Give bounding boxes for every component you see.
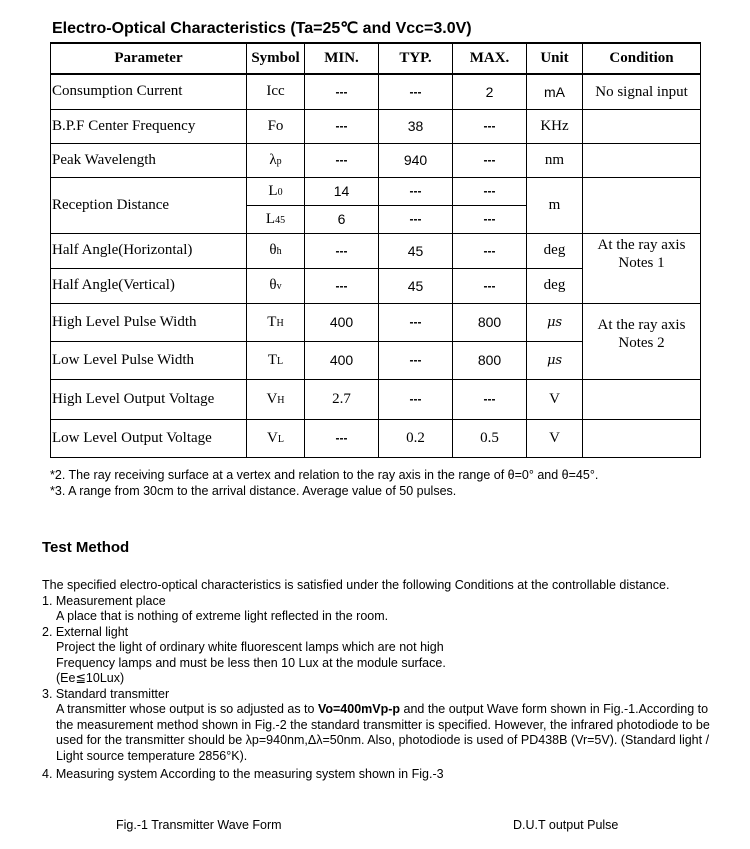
symbol-main: θ bbox=[269, 242, 277, 258]
footnote: *3. A range from 30cm to the arrival distance. Average value of 50 pulses. bbox=[50, 484, 457, 498]
condition-line: Notes 2 bbox=[618, 335, 665, 351]
header-max: MAX. bbox=[453, 43, 527, 74]
footnotes bbox=[50, 467, 598, 499]
symbol-sub: p bbox=[276, 155, 282, 167]
cell-condition bbox=[583, 303, 701, 379]
cell-unit: μs bbox=[527, 341, 583, 379]
table-row bbox=[51, 419, 701, 457]
header-parameter: Parameter bbox=[51, 43, 247, 74]
cell-max: --- bbox=[453, 109, 527, 143]
cell-min: 6 bbox=[305, 205, 379, 233]
cell-condition-empty bbox=[583, 419, 701, 457]
cell-parameter: Low Level Pulse Width bbox=[51, 341, 247, 379]
intro-paragraph: The specified electro-optical characteristics is satisfied under the following Conditions at the controllable distance. bbox=[42, 578, 670, 592]
condition-line: Notes 1 bbox=[618, 254, 665, 271]
header-unit: Unit bbox=[527, 43, 583, 74]
table-row bbox=[51, 177, 701, 205]
cell-condition-empty bbox=[583, 143, 701, 177]
cell-min: 2.7 bbox=[305, 379, 379, 419]
item-title: 4. Measuring system According to the measuring system shown in Fig.-3 bbox=[42, 767, 444, 781]
table-row bbox=[51, 143, 701, 177]
cell-min: 400 bbox=[305, 303, 379, 341]
footnote: *2. The ray receiving surface at a vertex and relation to the ray axis in the range of θ=0° and θ=45°. bbox=[50, 468, 599, 482]
cell-unit: V bbox=[527, 379, 583, 419]
cell-max: --- bbox=[453, 177, 527, 205]
cell-unit: nm bbox=[527, 143, 583, 177]
symbol-main: T bbox=[267, 351, 278, 368]
header-condition: Condition bbox=[583, 43, 701, 74]
cell-unit: mA bbox=[527, 74, 583, 109]
cell-condition-empty bbox=[583, 379, 701, 419]
symbol-sub: v bbox=[276, 281, 282, 292]
item-title: 3. Standard transmitter bbox=[42, 686, 170, 701]
item-text bbox=[42, 702, 722, 764]
cell-max: 0.5 bbox=[453, 419, 527, 457]
cell-parameter: Low Level Output Voltage bbox=[51, 419, 247, 457]
symbol-sub: L bbox=[277, 355, 284, 367]
cell-condition bbox=[583, 233, 701, 303]
item-text-bold: Vo=400mVp-p bbox=[317, 702, 401, 716]
cell-typ: 45 bbox=[379, 268, 453, 303]
table-row bbox=[51, 109, 701, 143]
cell-symbol bbox=[247, 379, 305, 419]
cell-symbol: Fo bbox=[247, 109, 305, 143]
section-title: Electro-Optical Characteristics (Ta=25℃ and Vcc=3.0V) bbox=[52, 20, 472, 37]
test-method-heading: Test Method bbox=[42, 539, 130, 556]
cell-symbol bbox=[247, 268, 305, 303]
cell-parameter: High Level Pulse Width bbox=[51, 303, 247, 341]
symbol-main: L bbox=[265, 210, 276, 227]
cell-typ: 45 bbox=[379, 233, 453, 268]
cell-parameter: Reception Distance bbox=[51, 177, 247, 233]
cell-min: --- bbox=[305, 74, 379, 109]
cell-min: 14 bbox=[305, 177, 379, 205]
cell-max: --- bbox=[453, 143, 527, 177]
item-title: 2. External light bbox=[42, 624, 129, 639]
cell-unit: V bbox=[527, 419, 583, 457]
cell-typ: --- bbox=[379, 341, 453, 379]
symbol-sub: h bbox=[276, 246, 282, 257]
figure-caption-2: D.U.T output Pulse bbox=[513, 818, 619, 832]
cell-symbol bbox=[247, 303, 305, 341]
cell-condition-empty bbox=[583, 109, 701, 143]
table-row bbox=[51, 379, 701, 419]
cell-symbol bbox=[247, 233, 305, 268]
cell-parameter: Half Angle(Horizontal) bbox=[51, 233, 247, 268]
cell-parameter: Peak Wavelength bbox=[51, 143, 247, 177]
cell-min: --- bbox=[305, 109, 379, 143]
cell-symbol bbox=[247, 177, 305, 205]
symbol-main: V bbox=[267, 429, 278, 446]
symbol-sub: L bbox=[277, 433, 284, 445]
item-text-part: A transmitter whose output is so adjusted as to bbox=[56, 702, 318, 716]
symbol-sub: 45 bbox=[275, 214, 286, 226]
cell-min: --- bbox=[305, 268, 379, 303]
cell-unit: KHz bbox=[527, 109, 583, 143]
cell-symbol bbox=[247, 143, 305, 177]
condition-line: At the ray axis bbox=[597, 236, 686, 253]
symbol-main: T bbox=[267, 313, 277, 330]
item-text: Project the light of ordinary white fluorescent lamps which are not high bbox=[56, 640, 444, 654]
cell-unit: μs bbox=[527, 303, 583, 341]
figure-caption-1: Fig.-1 Transmitter Wave Form bbox=[116, 818, 282, 832]
symbol-main: θ bbox=[269, 277, 277, 293]
cell-condition: No signal input bbox=[583, 74, 701, 109]
cell-parameter: B.P.F Center Frequency bbox=[51, 109, 247, 143]
symbol-main: L bbox=[268, 182, 278, 199]
symbol-main: λ bbox=[269, 151, 277, 168]
cell-condition-empty bbox=[583, 177, 701, 233]
cell-min: 400 bbox=[305, 341, 379, 379]
cell-parameter: High Level Output Voltage bbox=[51, 379, 247, 419]
cell-max: --- bbox=[453, 268, 527, 303]
cell-typ: --- bbox=[379, 379, 453, 419]
cell-typ: 940 bbox=[379, 143, 453, 177]
symbol-sub: H bbox=[277, 394, 285, 406]
cell-max: 2 bbox=[453, 74, 527, 109]
item-title: 1. Measurement place bbox=[42, 593, 166, 608]
cell-max: --- bbox=[453, 233, 527, 268]
header-min: MIN. bbox=[305, 43, 379, 74]
item-text: (Ee≦10Lux) bbox=[56, 671, 125, 685]
table-row bbox=[51, 74, 701, 109]
cell-max: --- bbox=[453, 205, 527, 233]
symbol-sub: 0 bbox=[277, 186, 283, 198]
cell-symbol: Icc bbox=[247, 74, 305, 109]
cell-symbol bbox=[247, 419, 305, 457]
table-header-row bbox=[51, 43, 701, 74]
symbol-sub: H bbox=[276, 317, 284, 329]
cell-min: --- bbox=[305, 419, 379, 457]
cell-unit: deg bbox=[527, 268, 583, 303]
cell-typ: --- bbox=[379, 177, 453, 205]
cell-typ: --- bbox=[379, 205, 453, 233]
cell-unit: deg bbox=[527, 233, 583, 268]
cell-typ: 0.2 bbox=[379, 419, 453, 457]
cell-max: 800 bbox=[453, 341, 527, 379]
cell-min: --- bbox=[305, 233, 379, 268]
test-method-body bbox=[42, 578, 722, 783]
item-text-part: and the output Wave form shown in Fig.-1.According to the measurement method shown in Fig.-2 the standard transmitter is specified. However, the infrared photodiode to be used for the transmitter should be λp=940nm,Δλ=50nm. Also, photodiode is used of PD438B (Vr=5V). (Standard light / Light source temperature 2856°K). bbox=[56, 702, 710, 763]
cell-parameter: Half Angle(Vertical) bbox=[51, 268, 247, 303]
cell-typ: --- bbox=[379, 74, 453, 109]
item-text: A place that is nothing of extreme light reflected in the room. bbox=[56, 609, 389, 623]
cell-typ: 38 bbox=[379, 109, 453, 143]
condition-line: At the ray axis bbox=[597, 317, 686, 333]
electro-optical-table bbox=[50, 42, 701, 458]
table-row bbox=[51, 233, 701, 268]
item-text: Frequency lamps and must be less then 10 Lux at the module surface. bbox=[56, 655, 446, 670]
cell-symbol bbox=[247, 205, 305, 233]
table-row bbox=[51, 303, 701, 341]
cell-max: --- bbox=[453, 379, 527, 419]
cell-max: 800 bbox=[453, 303, 527, 341]
cell-parameter: Consumption Current bbox=[51, 74, 247, 109]
cell-typ: --- bbox=[379, 303, 453, 341]
cell-symbol bbox=[247, 341, 305, 379]
cell-unit: m bbox=[527, 177, 583, 233]
header-symbol: Symbol bbox=[247, 43, 305, 74]
cell-min: --- bbox=[305, 143, 379, 177]
header-typ: TYP. bbox=[379, 43, 453, 74]
symbol-main: V bbox=[266, 390, 278, 407]
